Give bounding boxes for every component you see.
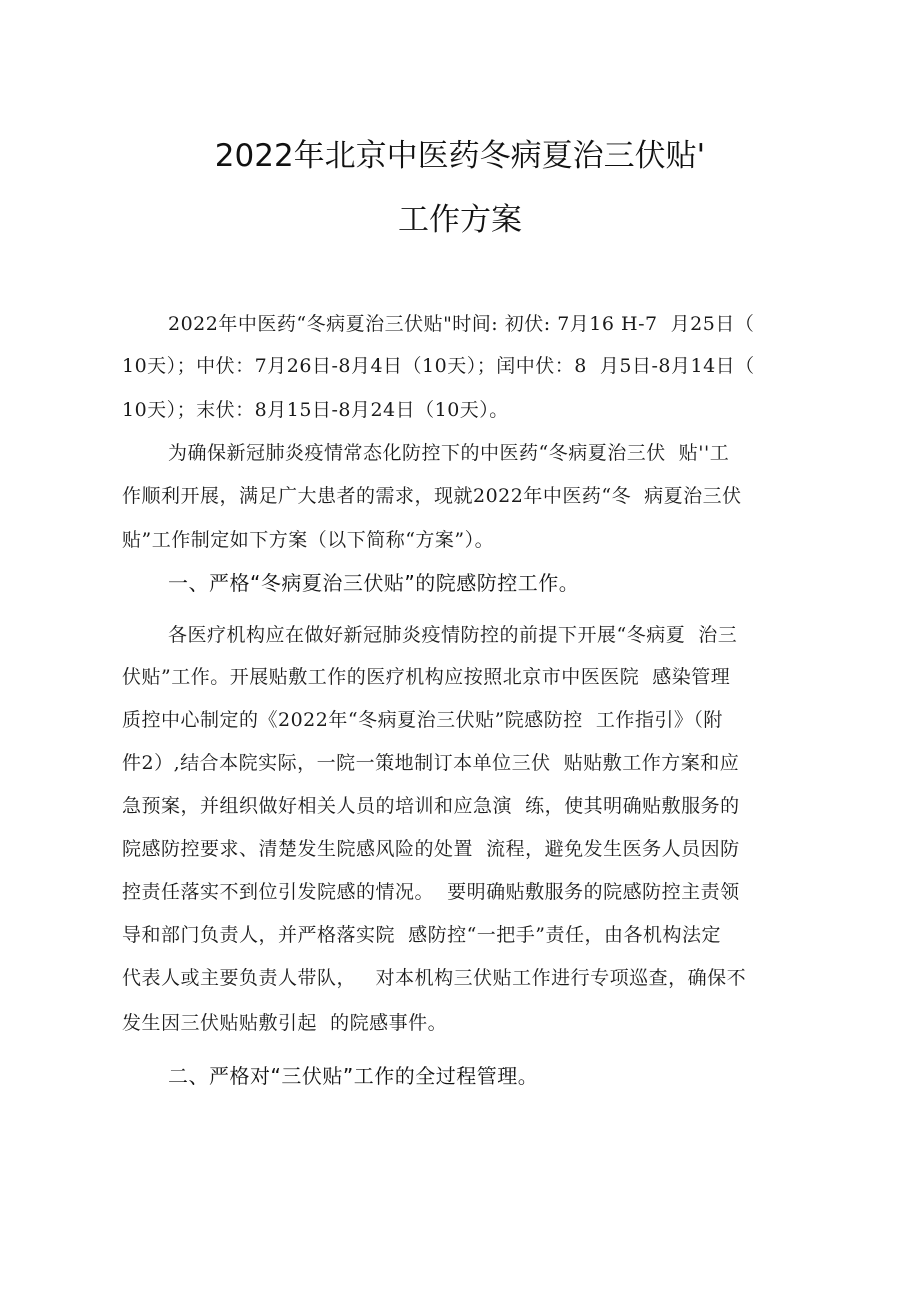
paragraph-3-line-6: 院感防控要求、清楚发生院感风险的处置 流程，避免发生医务人员因防	[122, 838, 740, 860]
paragraph-3-line-10: 发生因三伏贴贴敷引起 的院感事件。	[122, 1012, 448, 1034]
paragraph-3-line-7: 控责任落实不到位引发院感的情况。 要明确贴敷服务的院感防控主责领	[122, 881, 740, 903]
paragraph-1-line-1: 2022年中医药“冬病夏治三伏贴"时间: 初伏: 7月16 H-7 月25日（	[168, 313, 755, 335]
paragraph-3-line-9: 代表人或主要负责人带队， 对本机构三伏贴工作进行专项巡查，确保不	[122, 967, 747, 989]
paragraph-3-line-8: 导和部门负责人，并严格落实院 感防控“一把手”责任，由各机构法定	[122, 924, 722, 946]
document-title-line-1: 2022年北京中医药冬病夏治三伏贴'	[214, 138, 706, 174]
section-heading-2: 二、严格对“三伏贴”工作的全过程管理。	[168, 1064, 539, 1088]
paragraph-1-line-2: 10天）；中伏：7月26日-8月4日（10天）；闰中伏：8 月5日-8月14日（	[122, 355, 755, 377]
paragraph-2-line-2: 作顺利开展，满足广大患者的需求，现就2022年中医药“冬 病夏治三伏	[122, 485, 742, 507]
paragraph-2-line-1: 为确保新冠肺炎疫情常态化防控下的中医药“冬病夏治三伏 贴''工	[168, 442, 730, 464]
paragraph-2-line-3: 贴”工作制定如下方案（以下简称“方案”）。	[122, 529, 495, 551]
paragraph-3-line-4: 件2）,结合本院实际，一院一策地制订本单位三伏 贴贴敷工作方案和应	[122, 752, 740, 774]
paragraph-3-line-1: 各医疗机构应在做好新冠肺炎疫情防控的前提下开展“冬病夏 治三	[168, 624, 738, 646]
paragraph-3-line-5: 急预案，并组织做好相关人员的培训和应急演 练，使其明确贴敷服务的	[122, 795, 740, 817]
paragraph-1-line-3: 10天）；末伏：8月15日-8月24日（10天）。	[122, 399, 509, 421]
section-heading-1: 一、严格“冬病夏治三伏贴”的院感防控工作。	[168, 571, 580, 595]
paragraph-3-line-3: 质控中心制定的《2022年“冬病夏治三伏贴”院感防控 工作指引》（附	[122, 709, 723, 731]
document-title-line-2: 工作方案	[398, 202, 522, 238]
paragraph-3-line-2: 伏贴”工作。开展贴敷工作的医疗机构应按照北京市中医医院 感染管理	[122, 666, 731, 688]
